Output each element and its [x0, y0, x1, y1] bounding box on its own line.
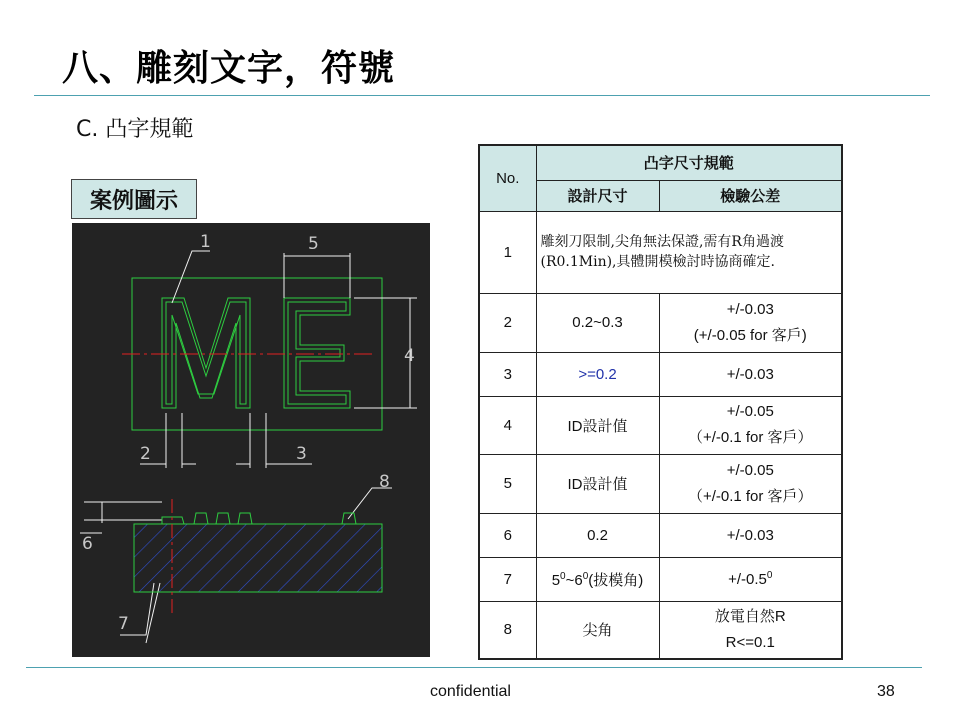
table-row — [479, 396, 842, 454]
row-no: 4 — [479, 396, 536, 454]
tolerance-value: +/-0.5 — [728, 571, 767, 588]
tolerance-line: （+/-0.1 for 客戶） — [687, 487, 813, 505]
section-view-base — [134, 524, 382, 592]
table-row — [479, 454, 842, 513]
case-example-label: 案例圖示 — [71, 179, 197, 219]
section-subtitle: C. 凸字規範 — [76, 117, 194, 142]
row-no: 8 — [479, 601, 536, 659]
callout-8: 8 — [379, 472, 390, 492]
row-design: ID設計值 — [536, 396, 659, 454]
row-tolerance — [659, 293, 842, 352]
table-row — [479, 601, 842, 659]
row-no: 6 — [479, 513, 536, 557]
tolerance-line: 放電自然R — [714, 607, 786, 625]
row-tolerance — [659, 396, 842, 454]
header-no: No. — [479, 145, 536, 211]
spec-table — [478, 144, 843, 660]
row-no: 2 — [479, 293, 536, 352]
footer-divider — [26, 667, 922, 668]
letter-m — [162, 298, 250, 408]
row-note: 雕刻刀限制,尖角無法保證,需有R角過渡(R0.1Min),具體開模檢討時協商確定. — [536, 211, 842, 293]
row-design: 尖角 — [536, 601, 659, 659]
draft-angle-label: (拔模角) — [588, 571, 644, 589]
callout-7: 7 — [118, 614, 129, 634]
row-no: 7 — [479, 557, 536, 601]
tolerance-line: （+/-0.1 for 客戶） — [687, 429, 813, 446]
row-no: 3 — [479, 352, 536, 396]
letter-e — [284, 298, 350, 408]
row-tolerance: +/-0.03 — [659, 513, 842, 557]
callout-2: 2 — [140, 444, 151, 464]
degree-superscript: 0 — [582, 570, 589, 582]
row-design: >=0.2 — [536, 352, 659, 396]
row-design: 0.2 — [536, 513, 659, 557]
row-design: ID設計值 — [536, 454, 659, 513]
draft-angle-min: 5 — [551, 571, 561, 589]
row-design — [536, 557, 659, 601]
page-title: 八、雕刻文字，符號 — [62, 48, 396, 89]
table-row — [479, 352, 842, 396]
callout-1: 1 — [200, 232, 211, 252]
row-tolerance — [659, 601, 842, 659]
row-design: 0.2~0.3 — [536, 293, 659, 352]
row-tolerance: +/-0.03 — [659, 352, 842, 396]
tolerance-line: +/-0.05 — [726, 403, 774, 420]
row-no: 1 — [479, 211, 536, 293]
section-view-ribs — [134, 513, 382, 524]
callout-5: 5 — [308, 234, 319, 254]
table-row — [479, 513, 842, 557]
footer-confidential: confidential — [430, 683, 511, 700]
header-tolerance: 檢驗公差 — [659, 180, 842, 211]
degree-superscript: 0 — [766, 570, 773, 581]
table-row — [479, 211, 842, 293]
callout-3: 3 — [296, 444, 307, 464]
row-tolerance — [659, 557, 842, 601]
row-no: 5 — [479, 454, 536, 513]
callout-6: 6 — [82, 534, 93, 554]
header-group: 凸字尺寸規範 — [536, 145, 842, 180]
tolerance-line: +/-0.03 — [726, 300, 774, 318]
tolerance-line: (+/-0.05 for 客戶) — [693, 326, 807, 344]
draft-angle-max: ~6 — [565, 571, 583, 589]
cad-drawing — [72, 223, 430, 657]
page-number: 38 — [877, 683, 895, 700]
row-tolerance — [659, 454, 842, 513]
title-divider — [34, 95, 930, 96]
table-row — [479, 557, 842, 601]
degree-superscript: 0 — [560, 570, 566, 582]
table-row — [479, 293, 842, 352]
callout-4: 4 — [404, 346, 415, 366]
tolerance-line: R<=0.1 — [725, 633, 775, 651]
header-design: 設計尺寸 — [536, 180, 659, 211]
tolerance-line: +/-0.05 — [726, 461, 774, 479]
